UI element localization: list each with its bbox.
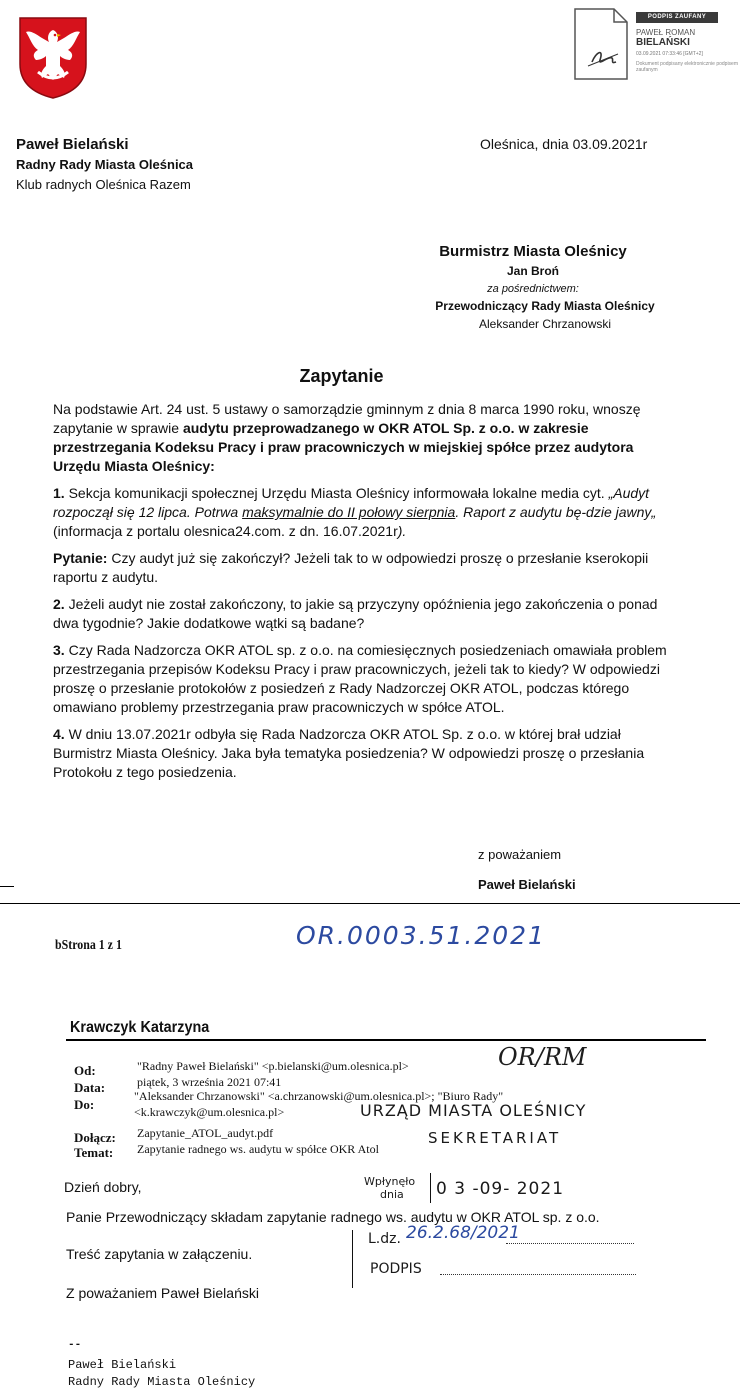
question-2-paragraph [53,595,669,633]
signed-document-icon [574,8,628,80]
subject-value: Zapytanie radnego ws. audytu w spółce OKR Atol [137,1142,379,1156]
stamp-sign-dots [440,1274,636,1275]
recipient-name: Jan Broń [506,264,559,278]
to-label: Do: [74,1097,95,1112]
stamp-date: 0 3 -09- 2021 [436,1179,565,1199]
quote-underlined: maksymalnie do II połowy sierpnia [242,504,456,520]
question-label: Pytanie: [53,550,108,566]
citation-close: ). [397,523,407,539]
attachment-label: Dołącz: [74,1130,116,1145]
question-2-text: Jeżeli audyt nie został zakończony, to jakie są przyczyny opóźnienia jego zakończenia o ponad dwa tygodnie? Jakie dodatkowe wątki są badane? [53,596,658,631]
question-4-paragraph [53,725,669,782]
message-greeting: Dzień dobry, [64,1179,142,1195]
stamp-received-label: Wpłynęło [364,1175,416,1188]
recipient-via: za pośrednictwem: [487,283,579,295]
place-and-date: Oleśnica, dnia 03.09.2021r [480,136,648,152]
date-label: Data: [74,1080,106,1095]
question-2-number: 2. [53,596,65,612]
intro-subject: audytu przeprowadzanego w OKR ATOL Sp. z o.o. w zakresie przestrzegania Kodeksu Pracy i praw pracowniczych w miejskiej spółce przez audytora Urzędu Miasta Oleśnicy: [53,420,634,474]
signature-role: Radny Rady Miasta Oleśnicy [68,1375,256,1389]
stamp-ldz-handwritten: 26.2.68/2021 [406,1223,520,1243]
subject-label: Temat: [74,1145,114,1160]
signature-dash: -- [68,1339,82,1351]
quote-end: . Raport z audytu bę-dzie jawny„ [455,504,657,520]
stamp-sign-label: PODPIS [370,1261,422,1277]
question-3-text: Czy Rada Nadzorcza OKR ATOL sp. z o.o. na comiesięcznych posiedzeniach omawiała problem przestrzegania przepisów Kodeksu Pracy i praw pracowniczych, jeżeli tak to kiedy? W odpowiedzi proszę o przesłanie protokołów z posiedzeń z Rady Nadzorczej OKR ATOL, podczas którego omawiano problemy przestrzegania praw pracowniczych w spółce ATOL. [53,642,667,715]
stamp-day-label: dnia [380,1188,404,1201]
signature-note: Dokument podpisany elektronicznie podpisem zaufanym [636,61,739,73]
page-mark [0,886,14,887]
recipient-title: Burmistrz Miasta Oleśnicy [439,243,627,260]
olesnica-coat-of-arms [18,16,88,100]
page-counter: bStrona 1 z 1 [55,938,122,953]
to-value-line-1: "Aleksander Chrzanowski" <a.chrzanowski@um.olesnica.pl>; "Biuro Rady" [134,1089,504,1103]
sender-club: Klub radnych Oleśnica Razem [16,177,191,192]
scanned-email-page [0,905,740,1392]
stamp-ldz-dots [506,1243,634,1244]
from-value: "Radny Paweł Bielański" <p.bielanski@um.olesnica.pl> [137,1059,409,1073]
message-line-2: Treść zapytania w załączeniu. [66,1246,253,1262]
signer-last-name: BIELAŃSKI [636,37,690,48]
to-value-line-2: <k.krawczyk@um.olesnica.pl> [134,1105,285,1119]
closing-greeting: z poważaniem [478,847,562,862]
handwritten-reference: OR.0003.51.2021 [296,921,546,950]
trusted-signature-box [574,8,740,88]
sender-role: Radny Rady Miasta Oleśnica [16,157,194,172]
question-paragraph [53,549,669,587]
intro-text: Na podstawie Art. 24 ust. 5 ustawy o samorządzie gminnym z dnia 8 marca 1990 roku, wnoszę zapytanie w sprawie [53,401,641,436]
chair-name: Aleksander Chrzanowski [478,317,612,331]
signature-timestamp: 03.09.2021 07:33:46 [GMT+2] [636,51,703,57]
signature-name: Paweł Bielański [68,1358,177,1372]
mailbox-owner: Krawczyk Katarzyna [70,1019,210,1036]
stamp-left-rule [352,1230,353,1288]
signature-tag: PODPIS ZAUFANY [636,12,718,23]
question-1-number: 1. [53,485,65,501]
stamp-office: URZĄD MIASTA OLEŚNICY [360,1101,587,1120]
stamp-ldz-label: L.dz. [368,1231,401,1247]
quote-start: „Audyt rozpoczął się 12 lipca. Potrwa [53,485,650,520]
question-4-text: W dniu 13.07.2021r odbyła się Rada Nadzorcza OKR ATOL Sp. z o.o. w której brał udział Burmistrz Miasta Oleśnicy. Jaka była tematyka posiedzenia? W odpowiedzi proszę o przesłania Protokołu z tego posiedzenia. [53,726,645,780]
question-1-paragraph [53,484,669,541]
signer-first-names: PAWEŁ ROMAN [636,28,696,37]
header-rule [66,1039,706,1041]
stamp-divider [430,1173,431,1203]
source-citation: (informacja z portalu olesnica24.com. z dn. 16.07.2021r [53,523,398,539]
question-4-number: 4. [53,726,65,742]
attachment-value: Zapytanie_ATOL_audyt.pdf [137,1126,274,1140]
document-title: Zapytanie [299,366,384,386]
question-text: Czy audyt już się zakończył? Jeżeli tak to w odpowiedzi proszę o przesłanie kserokopii raportu z audytu. [53,550,649,585]
question-3-paragraph [53,641,669,717]
intro-paragraph [53,400,669,476]
page-separator [0,903,740,904]
message-line-1: Panie Przewodniczący składam zapytanie radnego ws. audytu w OKR ATOL sp. z o.o. [66,1209,600,1225]
question-3-number: 3. [53,642,65,658]
letter-body [53,400,669,790]
handwritten-or-rm: OR/RM [498,1043,587,1071]
message-regards: Z poważaniem Paweł Bielański [66,1285,259,1301]
closing-name: Paweł Bielański [478,877,576,892]
chair-title: Przewodniczący Rady Miasta Oleśnicy [435,299,655,313]
from-label: Od: [74,1063,96,1078]
sender-name: Paweł Bielański [16,136,129,153]
question-1-text: Sekcja komunikacji społecznej Urzędu Miasta Oleśnicy informowała lokalne media cyt. [64,485,609,501]
date-value: piątek, 3 września 2021 07:41 [137,1075,282,1089]
stamp-department: SEKRETARIAT [428,1129,562,1147]
